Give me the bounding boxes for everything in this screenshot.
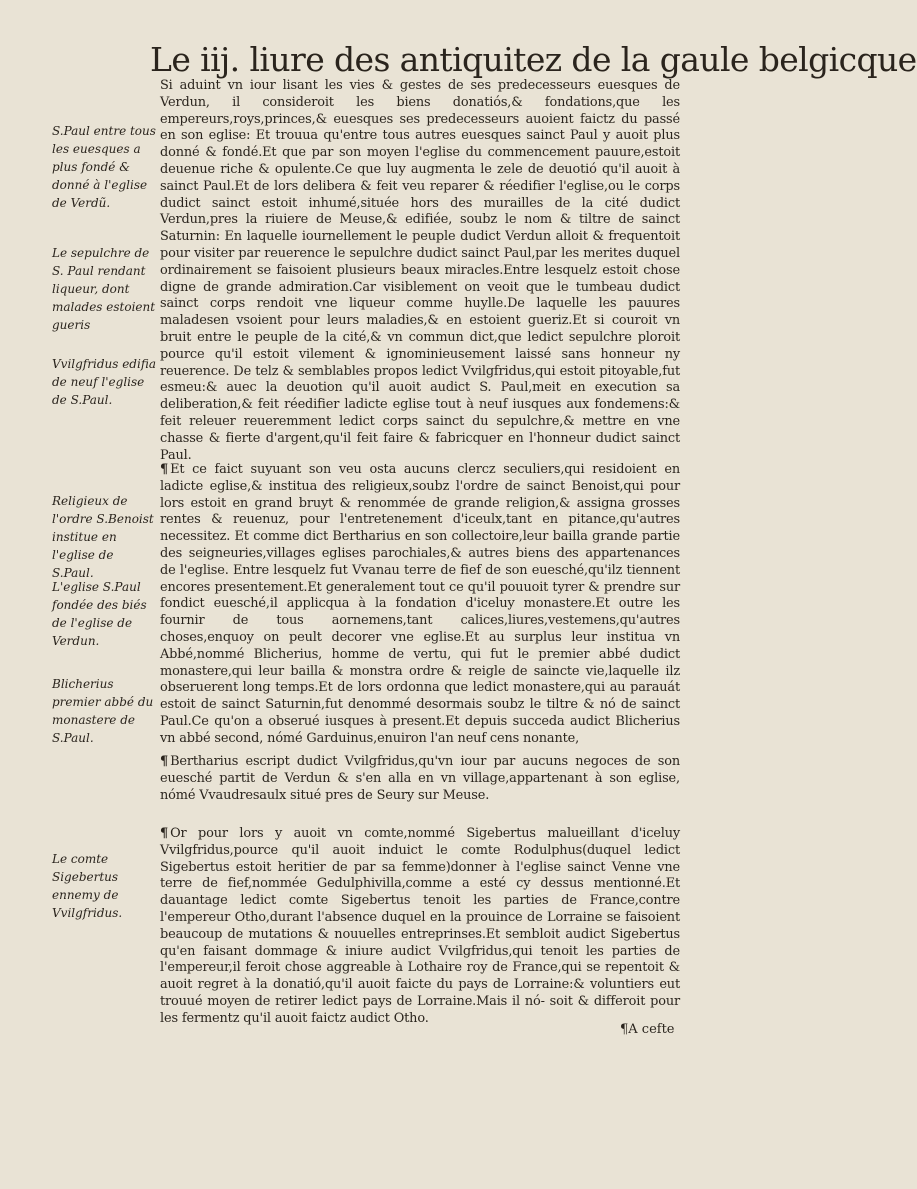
paragraph-4 (160, 826, 680, 1028)
pilcrow-icon: ¶ (160, 754, 169, 769)
pilcrow-icon: ¶ (160, 462, 169, 477)
margin-note-3: Vvilgfridus edifia de neuf l'eglise de S.Paul. (52, 357, 156, 407)
paragraph-text: Si aduint vn iour lisant les vies & gestes de ses predecesseurs euesques de Verdun, il consideroit les biens donatiós,& fondations,que les empereurs,roys,princes,& euesques ses predecesseurs auoient faictz du passé en son eglise: Et trouua qu'entre tous autres euesques sainct Paul y auoit plus donné & fondé.Et que par son moyen l'eglise du commencement pauure,estoit deuenue riche & opulente.Ce que luy augmenta le zele de deuotió qu'il auoit à sainct Paul.Et de lors delibera & feit veu reparer & réedifier l'eglise,ou le corps dudict sainct estoit inhumé,située hors des murailles de la cité dudict Verdun,pres la riuiere de Meuse,& edifiée, soubz le nom & tiltre de sainct Saturnin: En laquelle iournellement le peuple dudict Verdun alloit & frequentoit pour visiter par reuerence le sepulchre dudict sainct Paul,par les merites duquel ordinairement se faisoient plusieurs beaux miracles.Entre lesquelz estoit chose digne de grande admiration.Car visiblement on veoit que le tumbeau dudict sainct corps rendoit vne liqueur comme huylle.De laquelle les pauures maladesen vsoient pour leurs maladies,& en estoient gueriz.Et si couroit vn bruit entre le peuple de la cité,& vn commun dict,que ledict sepulchre ploroit pource qu'il estoit vilement & ignominieusement laissé sans honneur ny reuerence. De telz & semblables propos ledict Vvilgfridus,qui estoit pitoyable,fut esmeu:& auec la deuotion qu'il auoit audict S. Paul,meit en execution sa deliberation,& feit réedifier ladicte eglise tout à neuf iusques aux fondemens:& feit releuer reueremment ledict corps sainct du sepulchre,& mettre en vne chasse & fierte d'argent,qu'il feit faire & fabricquer en l'honneur dudict sainct Paul. (160, 78, 680, 463)
margin-note-1: S.Paul entre tous les euesques a plus fondé & donné à l'eglise de Verdũ. (52, 124, 156, 210)
paragraph-text: Bertharius escript dudict Vvilgfridus,qu'vn iour par aucuns negoces de son euesché partit de Verdun & s'en alla en vn village,appartenant à son eglise, nómé Vvaudresaulx situé pres de Seury sur Meuse. (160, 754, 680, 803)
running-header: Le iij. liure des antiquitez de la gaule belgicque (150, 40, 917, 79)
catchword: ¶A cefte (620, 1022, 675, 1037)
margin-note-7: Le comte Sigebertus ennemy de Vvilgfridus. (52, 852, 123, 920)
paragraph-text: Et ce faict suyuant son veu osta aucuns clercz seculiers,qui residoient en ladicte eglise,& institua des religieux,soubz l'ordre de sainct Benoist,qui pour lors estoit en grand bruyt & renommée de grande religion,& assigna grosses rentes & reuenuz, pour l'entretenement d'iceulx,tant en pitance,qu'autres necessitez. Et comme dict Bertharius en son collectoire,leur bailla grande partie des seigneuries,villages eglises parochiales,& autres biens des appartenances de l'eglise. Entre lesquelz fut Vvanau terre de fief de son euesché,qu'ilz tiennent encores presentement.Et generalement tout ce qu'il pouuoit tyrer & prendre sur fondict euesché,il applicqua à la fondation d'iceluy monastere.Et outre les fournir de tous aornemens,tant calices,liures,vestemens,qu'autres choses,enquoy on peult decorer vne eglise.Et au surplus leur institua vn Abbé,nommé Blicherius, homme de vertu, qui fut le premier abbé dudict monastere,qui leur bailla & monstra ordre & reigle de saincte vie,laquelle ilz obseruerent long temps.Et de lors ordonna que ledict monastere,qui au parauát estoit de sainct Saturnin,fut denommé desormais soubz le tiltre & nó de sainct Paul.Ce qu'on a obserué iusques à present.Et depuis succeda audict Blicherius vn abbé second, nómé Garduinus,enuiron l'an neuf cens nonante, (160, 462, 680, 746)
margin-note-5: L'eglise S.Paul fondée des biés de l'eglise de Verdun. (52, 580, 147, 648)
paragraph-1 (160, 78, 680, 464)
pilcrow-icon: ¶ (160, 826, 169, 841)
margin-note-6: Blicherius premier abbé du monastere de S.Paul. (52, 677, 154, 745)
paragraph-text: Or pour lors y auoit vn comte,nommé Sigebertus malueillant d'iceluy Vvilgfridus,pource qu'il auoit induict le comte Rodulphus(duquel ledict Sigebertus estoit heritier de par sa femme)donner à l'eglise sainct Venne vne terre de fief,nommée Gedulphivilla,comme a esté cy dessus mentionné.Et dauantage ledict comte Sigebertus tenoit les parties de France,contre l'empereur Otho,durant l'absence duquel en la prouince de Lorraine se faisoient beaucoup de mutations & nouuelles entreprinses.Et sembloit audict Sigebertus qu'en faisant dommage & iniure audict Vvilgfridus,qui tenoit les parties de l'empereur,il feroit chose aggreable à Lothaire roy de France,qui se repentoit & auoit regret à la donatió,qu'il auoit faicte du pays de Lorraine:& voluntiers eut trouué moyen de retirer ledict pays de Lorraine.Mais il nó- soit & differoit pour les fermentz qu'il auoit faictz audict Otho. (160, 826, 680, 1026)
paragraph-2 (160, 462, 680, 748)
margin-note-4: Religieux de l'ordre S.Benoist institue en l'eglise de S.Paul. (52, 494, 154, 580)
margin-note-2: Le sepulchre de S. Paul rendant liqueur, dont malades estoient gueris (52, 246, 156, 332)
paragraph-3 (160, 754, 680, 804)
